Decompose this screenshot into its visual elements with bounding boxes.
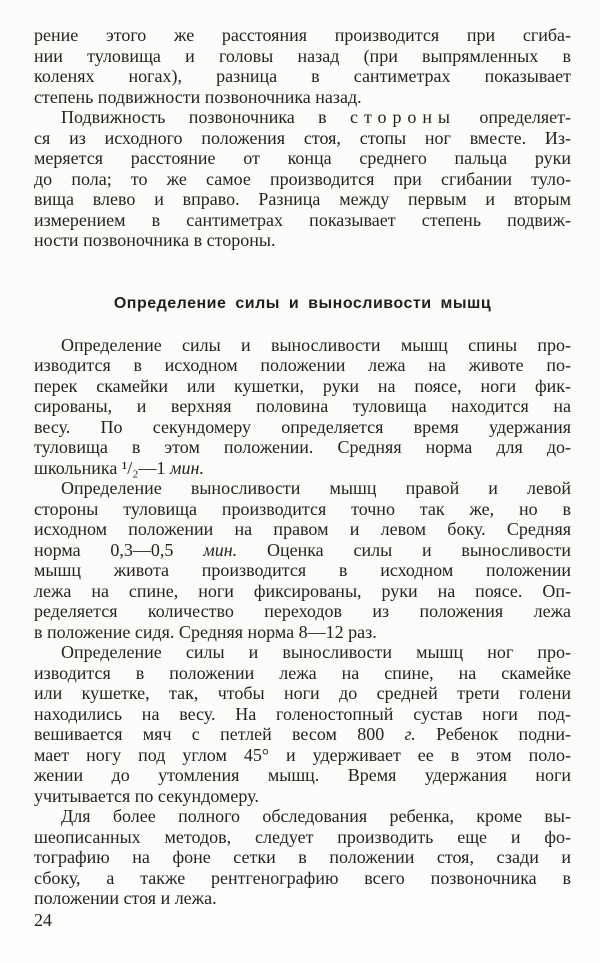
text-segment: положении стоя и лежа. bbox=[34, 888, 217, 908]
text-line bbox=[34, 437, 571, 458]
text-segment: школьника ¹/₂—1 bbox=[34, 457, 171, 478]
text-segment: меряется расстояние от конца среднего пальца руки bbox=[34, 148, 571, 168]
text-line bbox=[34, 847, 571, 868]
text-segment: исходном положении на правом и левом боку. Средняя bbox=[34, 519, 571, 539]
text-line bbox=[34, 66, 571, 87]
text-segment: стороны туловища производится точно так же, но в bbox=[34, 498, 571, 519]
text-line bbox=[34, 786, 571, 807]
text-line bbox=[34, 189, 571, 210]
paragraph bbox=[34, 107, 571, 251]
text-segment: лежа на спине, ноги фиксированы, руки на поясе. Оп- bbox=[34, 580, 571, 601]
text-segment: сированы, и верхняя половина туловища находится на bbox=[34, 396, 571, 416]
paragraph bbox=[34, 806, 571, 909]
text-segment: перек скамейки или кушетки, руки на поясе, ноги фик- bbox=[34, 375, 571, 396]
text-segment: коленях ногах), разница в сантиметрах показывает bbox=[34, 66, 571, 86]
text-segment: Определение силы и выносливости мышц спины про- bbox=[61, 334, 571, 355]
text-segment: ся из исходного положения стоя, стопы ног вместе. Из- bbox=[34, 127, 571, 148]
text-line bbox=[34, 128, 571, 149]
text-line bbox=[34, 745, 571, 766]
text-segment: вища влево и вправо. Разница между первым и вторым bbox=[34, 189, 571, 209]
page-number: 24 bbox=[34, 910, 52, 930]
text-line bbox=[34, 704, 571, 725]
text-line bbox=[34, 560, 571, 581]
text-segment: учитывается по секундомеру. bbox=[34, 785, 259, 806]
text-line bbox=[34, 335, 571, 356]
text-segment: Подвижность позвоночника в bbox=[61, 107, 351, 127]
text-line bbox=[34, 169, 571, 190]
text-line bbox=[34, 581, 571, 602]
text-line bbox=[34, 148, 571, 169]
text-segment: в положение сидя. Средняя норма 8—12 раз. bbox=[34, 621, 377, 642]
text-line bbox=[34, 519, 571, 540]
text-segment: весу. По секундомеру определяется время удержания bbox=[34, 416, 571, 437]
text-line bbox=[34, 478, 571, 499]
text-line bbox=[34, 396, 571, 417]
text-segment: Для более полного обследования ребенка, кроме вы- bbox=[61, 806, 571, 826]
text-segment: мает ногу под углом 45° и удерживает ее в этом поло- bbox=[34, 744, 571, 765]
text-line bbox=[34, 642, 571, 663]
text-line bbox=[34, 683, 571, 704]
text-line bbox=[34, 107, 571, 128]
paragraph bbox=[34, 478, 571, 642]
text-line bbox=[34, 355, 571, 376]
text-segment: тографию на фоне сетки в положении стоя, сзади и bbox=[34, 847, 571, 867]
text-segment: находились на весу. На голеностопный сустав ноги под- bbox=[34, 703, 571, 724]
text-segment: до пола; то же самое производится при сгибании туло- bbox=[34, 168, 571, 189]
text-segment: ности позвоночника в стороны. bbox=[34, 230, 276, 250]
text-segment: определяет- bbox=[455, 107, 571, 127]
text-segment: сбоку, а также рентгенографию всего позвоночника в bbox=[34, 867, 571, 888]
text-line bbox=[34, 622, 571, 643]
text-line bbox=[34, 230, 571, 251]
text-line bbox=[34, 87, 571, 108]
text-line bbox=[34, 376, 571, 397]
text-segment: Определение силы и выносливости мышц ног про- bbox=[61, 642, 571, 662]
text-segment: жении до утомления мышц. Время удержания ноги bbox=[34, 765, 571, 785]
text-line bbox=[34, 663, 571, 684]
text-line bbox=[34, 25, 571, 46]
text-line bbox=[34, 888, 571, 909]
text-line bbox=[34, 827, 571, 848]
text-segment: шеописанных методов, следует производить еще и фо- bbox=[34, 826, 571, 847]
text-segment: нии туловища и головы назад (при выпрямленных в bbox=[34, 45, 571, 66]
text-segment: вешивается мяч с петлей весом 800 bbox=[34, 724, 405, 744]
text-line bbox=[34, 806, 571, 827]
letterspaced-text: стороны bbox=[350, 107, 456, 127]
text-line bbox=[34, 601, 571, 622]
text-segment: норма 0,3—0,5 bbox=[34, 539, 204, 560]
text-line bbox=[34, 46, 571, 67]
text-segment: ределяется количество переходов из положения лежа bbox=[34, 601, 571, 621]
text-segment: рение этого же расстояния производится при сгиба- bbox=[34, 25, 571, 45]
paragraph bbox=[34, 335, 571, 479]
text-line bbox=[34, 499, 571, 520]
paragraph bbox=[34, 25, 571, 107]
text-segment: Определение выносливости мышц правой и левой bbox=[61, 478, 571, 498]
text-segment: мышц живота производится в исходном положении bbox=[34, 560, 571, 580]
paragraph bbox=[34, 642, 571, 806]
italic-text: г. bbox=[404, 724, 416, 744]
text-segment: степень подвижности позвоночника назад. bbox=[34, 86, 362, 107]
text-line bbox=[34, 458, 571, 479]
italic-text: мин. bbox=[203, 539, 238, 560]
text-segment: Оценка силы и выносливости bbox=[237, 539, 572, 560]
text-line bbox=[34, 210, 571, 231]
text-segment: туловища в этом положении. Средняя норма для до- bbox=[34, 437, 571, 457]
section-heading: Определение силы и выносливости мышц bbox=[113, 294, 492, 312]
text-line bbox=[34, 868, 571, 889]
text-line bbox=[34, 724, 571, 745]
text-segment: Ребенок подни- bbox=[415, 724, 571, 744]
italic-text: мин. bbox=[170, 457, 204, 478]
text-segment: или кушетке, так, чтобы ноги до средней трети голени bbox=[34, 683, 571, 703]
text-line bbox=[34, 417, 571, 438]
text-segment: измерением в сантиметрах показывает степень подвиж- bbox=[34, 209, 571, 230]
text-segment: изводится в положении лежа на спине, на скамейке bbox=[34, 662, 571, 683]
text-line bbox=[34, 765, 571, 786]
text-line bbox=[34, 540, 571, 561]
text-segment: изводится в исходном положении лежа на животе по- bbox=[34, 355, 571, 375]
text-column bbox=[34, 25, 571, 909]
